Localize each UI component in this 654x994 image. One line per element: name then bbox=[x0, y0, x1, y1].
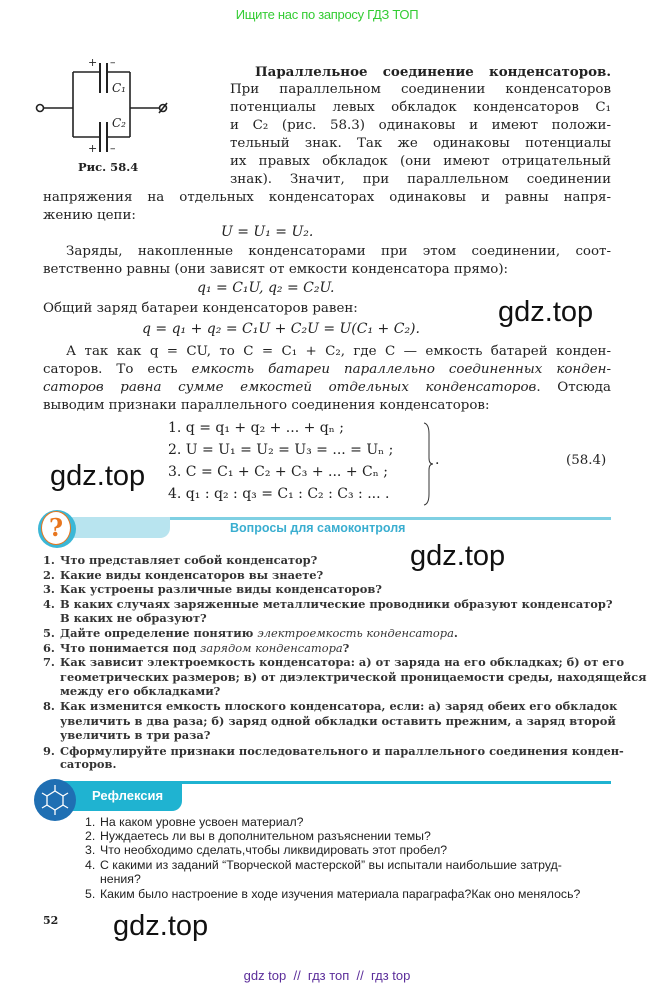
paragraph-line: Общий заряд батареи конденсаторов равен: bbox=[43, 301, 358, 316]
formula-voltage: U = U₁ = U₂. bbox=[221, 224, 314, 240]
reflection-item: 3. Что необходимо сделать,чтобы ликвидировать этот пробел? bbox=[85, 843, 448, 857]
paragraph-line: жению цепи: bbox=[43, 208, 136, 223]
label-minus-top: – bbox=[110, 56, 116, 69]
question-line: увеличить в три раза? bbox=[60, 728, 211, 742]
text: . Отсюда bbox=[536, 380, 611, 395]
question-line: геометрических размеров; в) от диэлектрической проницаемости среды, находящейся bbox=[60, 670, 647, 684]
reflection-item: 4. С какими из заданий “Творческой мастерской” вы испытали наибольшие затруд- bbox=[85, 858, 562, 872]
paragraph-line: А так как q = CU, то C = C₁ + C₂, где C — емкость батарей конден- bbox=[66, 344, 611, 359]
paragraph-line: ветственно равны (они зависят от емкости конденсатора прямо): bbox=[43, 262, 509, 277]
label-plus-bottom: + bbox=[88, 142, 98, 155]
reflection-line: нения? bbox=[100, 872, 141, 886]
formula-total: q = q₁ + q₂ = C₁U + C₂U = U(C₁ + C₂). bbox=[142, 321, 420, 337]
rules-end: . bbox=[435, 452, 440, 468]
label-minus-bottom: – bbox=[110, 142, 116, 155]
paragraph-line: тельный знак. Так же одинаковы потенциалы bbox=[230, 136, 611, 151]
definition-italic: емкость батареи параллельно соединенных конден- bbox=[191, 362, 611, 377]
section-title: Параллельное соединение конденсаторов. bbox=[255, 64, 611, 80]
question-item: 1. Что представляет собой конденсатор? bbox=[43, 553, 318, 567]
paragraph-line: При параллельном соединении конденсаторов bbox=[230, 82, 611, 97]
question-item: 6. Что понимается под зарядом конденсатора? bbox=[43, 641, 350, 655]
equation-number: (58.4) bbox=[566, 453, 607, 468]
formula-charges: q₁ = C₁U, q₂ = C₂U. bbox=[197, 280, 335, 296]
rule-item: 2. U = U₁ = U₂ = U₃ = ... = Uₙ ; bbox=[168, 442, 394, 458]
molecule-icon bbox=[34, 779, 76, 821]
figure-caption: Рис. 58.4 bbox=[78, 160, 139, 174]
question-item: 2. Какие виды конденсаторов вы знаете? bbox=[43, 568, 324, 582]
question-item: 4. В каких случаях заряженные металлические проводники образуют конденсатор? bbox=[43, 597, 613, 611]
question-line: В каких не образуют? bbox=[60, 611, 207, 625]
rule-item: 4. q₁ : q₂ : q₃ = C₁ : C₂ : C₃ : ... . bbox=[168, 486, 390, 502]
paragraph-line: выводим признаки параллельного соединения конденсаторов: bbox=[43, 398, 490, 413]
paragraph-line: Заряды, накопленные конденсаторами при этом соединении, соот- bbox=[66, 244, 611, 259]
question-mark-icon: ? bbox=[38, 510, 76, 548]
paragraph-line: знак). Значит, при параллельном соединении bbox=[230, 172, 611, 187]
label-c1: C₁ bbox=[112, 81, 126, 95]
right-brace bbox=[422, 422, 434, 506]
rule-item: 3. C = C₁ + C₂ + C₃ + ... + Cₙ ; bbox=[168, 464, 388, 480]
question-item: 3. Как устроены различные виды конденсаторов? bbox=[43, 582, 382, 596]
reflection-title: Рефлексия bbox=[92, 788, 164, 803]
question-line: увеличить в два раза; б) заряд одной обкладки оставить прежним, а заряд второй bbox=[60, 714, 616, 728]
reflection-item: 1. На каком уровне усвоен материал? bbox=[85, 815, 304, 829]
paragraph-line bbox=[43, 379, 611, 397]
label-c2: C₂ bbox=[112, 116, 126, 130]
text: саторов. То есть bbox=[43, 362, 192, 377]
question-line: между его обкладками? bbox=[60, 684, 221, 698]
footer-links[interactable]: gdz top // гдз топ // гдз top bbox=[243, 968, 411, 983]
definition-italic: саторов равна сумме емкостей отдельных конденсаторов bbox=[43, 380, 537, 395]
circuit-diagram bbox=[0, 55, 220, 155]
question-item: 9. Сформулируйте признаки последовательного и параллельного соединения конден- bbox=[43, 744, 624, 758]
question-item: 8. Как изменится емкость плоского конденсатора, если: а) заряд обеих его обкладок bbox=[43, 699, 618, 713]
question-item: 5. Дайте определение понятию электроемкость конденсатора. bbox=[43, 626, 458, 640]
paragraph-line: потенциалы левых обкладок конденсаторов C₁ bbox=[230, 100, 611, 115]
label-plus-top: + bbox=[88, 56, 98, 69]
watermark: gdz.top bbox=[50, 460, 146, 492]
questions-title: Вопросы для самоконтроля bbox=[230, 521, 406, 535]
question-item: 7. Как зависит электроемкость конденсатора: а) от заряда на его обкладках; б) от его bbox=[43, 655, 625, 669]
header-banner[interactable]: Ищите нас по запросу ГДЗ ТОП bbox=[235, 7, 419, 22]
watermark: gdz.top bbox=[498, 296, 594, 328]
reflection-item: 2. Нуждаетесь ли вы в дополнительном разъяснении темы? bbox=[85, 829, 431, 843]
watermark: gdz.top bbox=[410, 540, 506, 572]
watermark: gdz.top bbox=[113, 910, 209, 942]
rule-item: 1. q = q₁ + q₂ + ... + qₙ ; bbox=[168, 420, 344, 436]
question-line: саторов. bbox=[60, 757, 117, 771]
paragraph-line: и C₂ (рис. 58.3) одинаковы и имеют положи- bbox=[230, 118, 611, 133]
paragraph-line bbox=[43, 361, 611, 379]
reflection-item: 5. Каким было настроение в ходе изучения материала параграфа?Как оно менялось? bbox=[85, 887, 581, 901]
paragraph-line: их правых обкладок (они имеют отрицательный bbox=[230, 154, 611, 169]
paragraph-line: напряжения на отдельных конденсаторах одинаковы и равны напря- bbox=[43, 190, 611, 205]
page-number: 52 bbox=[43, 914, 59, 927]
